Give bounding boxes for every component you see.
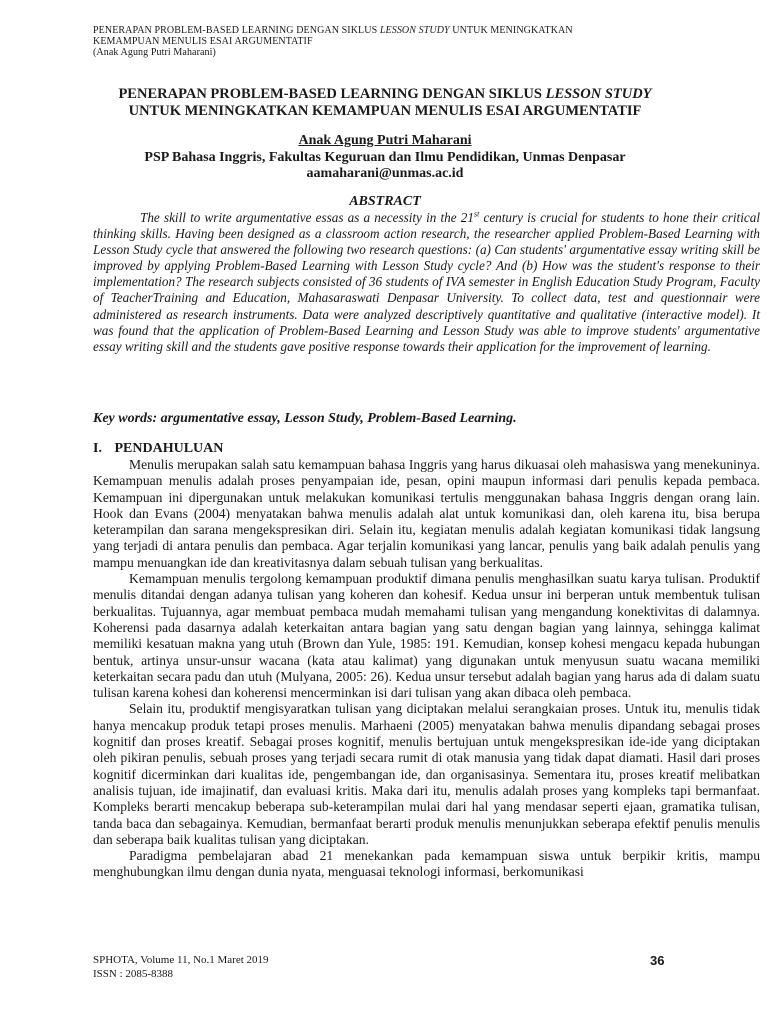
running-head-line-1 [93, 25, 693, 36]
running-head-italic-part: LESSON STUDY [379, 25, 450, 36]
running-head-title-suffix: UNTUK MENINGKATKAN [449, 25, 573, 36]
abstract-text-continued: century is crucial for students to hone their critical thinking skills. Having been designed as a classroom action research, the researcher applied Problem-Based Learning with Lesson Study cycle that answered the following two research questions: (a) Can students' argumentative essay writing skill be improved by applying Problem-Based Learning with Lesson Study cycle? And (b) How was the student's response to their implementation? The research subjects consisted of 36 students of IVA semester in English Education Study Program, Faculty of TeacherTraining and Education, Mahasaraswati Denpasar University. To collect data, test and questionnair were administered as research instruments. Data were analyzed descriptively quantitative and qualitative (interactive model). It was found that the application of Problem-Based Learning and Lesson Study was able to improve students' argumentative essay writing skill and the students gave positive response towards their application for the improvement of learning. [93, 210, 760, 354]
section-number: I. [93, 441, 102, 456]
running-head-line-2: KEMAMPUAN MENULIS ESAI ARGUMENTATIF [93, 36, 313, 47]
abstract-heading: ABSTRACT [349, 194, 421, 209]
body-paragraph: Selain itu, produktif mengisyaratkan tulisan yang diciptakan melalui serangkaian proses. Untuk itu, menulis tidak hanya mencakup produk tetapi proses menulis. Marhaeni (2005) menyatakan bahwa menulis dipandang sebagai proses kognitif dan proses kreatif. Sebagai proses kognitif, menulis bertujuan untuk mengekspresikan ide-ide yang diciptakan oleh pikiran penulis, sebuah proses yang terjadi secara rumit di otak manusia yang tidak dapat diamati. Hasil dari proses kognitif dicerminkan dari kualitas ide, pengembangan ide, dan organisasinya. Sementara itu, proses kreatif melibatkan analisis tujuan, ide imajinatif, dan evaluasi kritis. Maka dari itu, menulis adalah proses yang kompleks tapi bermanfaat. Kompleks berarti mencakup beberapa sub-keterampilan mulai dari hal yang mendasar seperti ejaan, gramatika tulisan, tanda baca dan sebagainya. Kemudian, bermanfaat berarti produk menulis menunjukkan seberapa efektif penulis menulis dan seberapa baik kualitas tulisan yang diciptakan. [93, 701, 760, 847]
page-number: 36 [650, 953, 665, 968]
author-block [80, 133, 690, 183]
footer-journal: SPHOTA, Volume 11, No.1 Maret 2019 [93, 954, 269, 966]
running-head-title-part: PENERAPAN PROBLEM-BASED LEARNING DENGAN SIKLUS [93, 25, 380, 36]
paper-title-part: PENERAPAN PROBLEM-BASED LEARNING DENGAN SIKLUS [118, 86, 546, 102]
running-head-author: (Anak Agung Putri Maharani) [93, 47, 216, 58]
section-heading [93, 441, 760, 457]
main-body [93, 457, 760, 881]
keywords: Key words: argumentative essay, Lesson Study, Problem-Based Learning. [93, 411, 517, 426]
paper-title-italic-part: LESSON STUDY [545, 86, 652, 102]
paper-title-line-2: UNTUK MENINGKATKAN KEMAMPUAN MENULIS ESAI ARGUMENTATIF [128, 103, 642, 119]
body-paragraph: Kemampuan menulis tergolong kemampuan produktif dimana penulis menghasilkan suatu karya tulisan. Produktif menulis ditandai dengan adanya tulisan yang koheren dan kohesif. Kedua unsur ini berperan untuk membentuk tulisan berkualitas. Tujuannya, agar membuat pembaca mudah memahami tulisan yang mengandung konektivitas di dalamnya. Koherensi pada dasarnya adalah keterkaitan antara bagian yang satu dengan bagian yang lainnya, sehingga kalimat memiliki kesatuan makna yang utuh (Brown dan Yule, 1985: 191. Kemudian, konsep kohesi mengacu kepada hubungan bentuk, artinya unsur-unsur wacana (kata atau kalimat) yang digunakan untuk menyusun suatu wacana memiliki keterkaitan secara padu dan utuh (Mulyana, 2005: 26). Kedua unsur tersebut adalah bagian yang harus ada di dalam suatu tulisan karena kohesi dan koherensi mencerminkan isi dari tulisan yang akan dibaca oleh pembaca. [93, 571, 760, 701]
abstract-text: The skill to write argumentative essas as a necessity in the 21 [140, 210, 474, 225]
body-paragraph: Menulis merupakan salah satu kemampuan bahasa Inggris yang harus dikuasai oleh mahasiswa yang menekuninya. Kemampuan menulis adalah proses penyampaian ide, pesan, opini maupun informasi dari penulis kepada pembaca. Kemampuan ini dipergunakan untuk melakukan komunikasi tertulis menggunakan bahasa Inggris dengan orang lain. Hook dan Evans (2004) menyatakan bahwa menulis adalah alat untuk komunikasi dan, oleh karena itu, bisa berupa keterampilan dan sarana mengekspresikan diri. Selain itu, kegiatan menulis adalah kegiatan komunikasi tidak langsung yang terjadi di antara penulis dan pembaca. Agar terjalin komunikasi yang lancar, penulis yang baik adalah penulis yang mampu menuangkan ide dan kreativitasnya dalam sebuah tulisan yang berkualitas. [93, 457, 760, 570]
author-name: Anak Agung Putri Maharani [298, 133, 472, 148]
footer-issn: ISSN : 2085-8388 [93, 968, 174, 980]
abstract-body [93, 210, 760, 355]
paper-title [80, 86, 690, 120]
section-title: PENDAHULUAN [114, 441, 224, 456]
author-affiliation: PSP Bahasa Inggris, Fakultas Keguruan dan Ilmu Pendidikan, Unmas Denpasar [144, 149, 626, 165]
abstract-superscript: st [473, 209, 480, 219]
body-paragraph: Paradigma pembelajaran abad 21 menekankan pada kemampuan siswa untuk berpikir kritis, mampu menghubungkan ilmu dengan dunia nyata, menguasai teknologi informasi, berkomunikasi [93, 848, 760, 880]
paper-title-line-1 [80, 86, 690, 103]
running-head [93, 25, 693, 58]
author-email: aamaharani@unmas.ac.id [306, 166, 464, 181]
footer-journal-info [93, 953, 269, 981]
